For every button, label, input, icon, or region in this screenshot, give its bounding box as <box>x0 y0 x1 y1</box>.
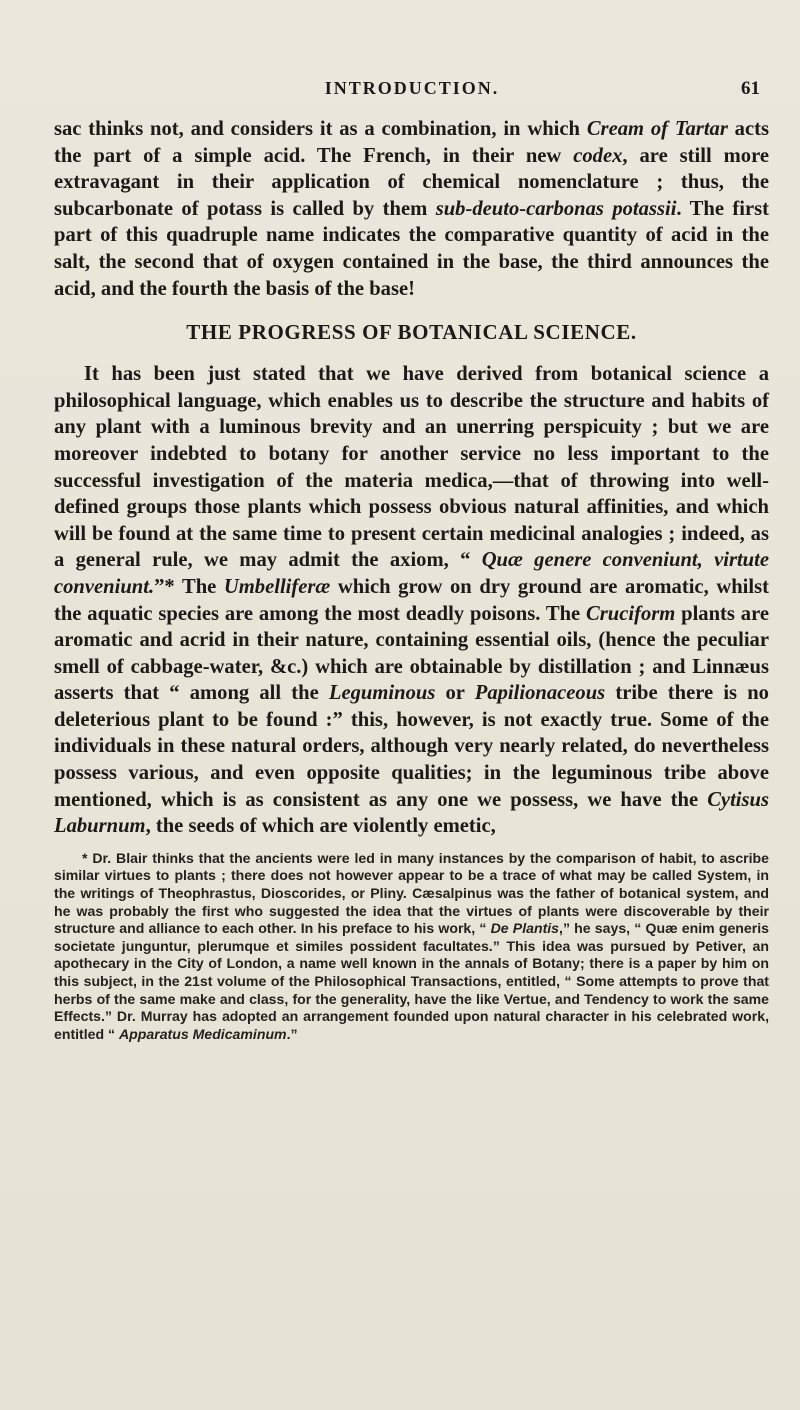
text-run: ,” he says, “ Quæ enim generis societate junguntur, plerumque et similes possident facultates.” This idea was pursued by Petiver, an apothecary in the City of London, a name well known in the annals of Botany; there is a paper by him on this subject, in the 21st volume of the Philosophical Transactions, entitled, “ Some attempts to prove that herbs of the same make and class, for the generality, have the like Vertue, and Tendency to work the same Effects.” Dr. Murray has adopted an arrangement founded upon natural character in his celebrated work, entitled “ <box>54 920 769 1042</box>
page-number: 61 <box>741 78 760 99</box>
text-run: ”* The <box>154 575 224 598</box>
text-run: Dr. Blair thinks that the ancients were led in many instances by the comparison of habit, to ascribe similar virtues to plants ; there does not however appear to be a trace of what may be called System, in the writings of Theophrastus, Dioscorides, or Pliny. Cæsalpinus was the father of botanical system, and he was probably the first who suggested the idea that the virtues of plants were discoverable by their structure and alliance to each other. In his preface to his work, “ <box>54 849 769 937</box>
running-head <box>54 78 770 102</box>
text-run: It has been just stated that we have derived from botanical science a philosophical language, which enables us to describe the structure and habits of any plant with a luminous brevity and an unerring perspicuity ; but we are moreover indebted to botany for another service no less important to the successful investigation of the materia medica,—that of throwing into well-defined groups those plants which possess obvious natural affinities, and which will be found at the same time to present certain medicinal analogies ; indeed, as a general rule, we may admit the axiom, “ <box>54 363 769 572</box>
italic-term: Apparatus Medicaminum <box>119 1025 287 1042</box>
italic-term: Umbelliferæ <box>223 575 331 598</box>
footnote <box>54 850 769 1044</box>
text-run: acts the part of a simple acid. The French, in their new <box>54 118 769 167</box>
text-run: .” <box>286 1025 298 1042</box>
italic-term: Cytisus Laburnum <box>54 788 769 838</box>
text-run: , the seeds of which are violently emetic, <box>145 815 496 838</box>
text-run: which grow on dry ground are aromatic, whilst the aquatic species are among the most deadly poisons. The <box>54 575 769 625</box>
text-run: or <box>435 682 475 705</box>
italic-term: De Plantis <box>490 920 560 937</box>
text-run: plants are aromatic and acrid in their nature, containing essential oils, (hence the peculiar smell of cabbage-water, &c.) which are obtainable by distillation ; and Linnæus asserts that “ among all the <box>54 602 769 705</box>
paragraph-nomenclature <box>54 116 769 302</box>
text-run: . The first part of this quadruple name indicates the comparative quantity of acid in the salt, the second that of oxygen contained in the base, the third announces the acid, and the fourth the basis of the base! <box>54 197 769 300</box>
italic-term: Leguminous <box>328 682 436 705</box>
footnote-mark: * <box>82 849 88 866</box>
text-run: , are still more extravagant in their application of chemical nomenclature ; thus, the subcarbonate of potass is called by them <box>54 144 769 220</box>
running-title: INTRODUCTION. <box>324 78 500 98</box>
italic-term: Cruciform <box>586 602 676 625</box>
paragraph-botanical-science <box>54 361 769 840</box>
text-run: sac thinks not, and considers it as a combination, in which <box>54 118 587 140</box>
italic-term: Cream of Tartar <box>586 118 728 140</box>
italic-term: Papilionaceous <box>474 682 606 705</box>
body-text <box>54 116 769 1043</box>
italic-term: codex <box>573 144 623 167</box>
section-heading: THE PROGRESS OF BOTANICAL SCIENCE. <box>186 320 637 345</box>
text-run: tribe there is no deleterious plant to be found :” this, however, is not exactly true. Some of the individuals in these natural orders, although very nearly related, do nevertheless possess various, and even opposite qualities; in the leguminous tribe above mentioned, which is as consistent as any one we possess, we have the <box>54 682 769 811</box>
italic-term: sub-deuto-carbonas potassii <box>435 197 677 220</box>
italic-term: Quæ genere conveniunt, virtute conveniunt. <box>54 549 769 598</box>
